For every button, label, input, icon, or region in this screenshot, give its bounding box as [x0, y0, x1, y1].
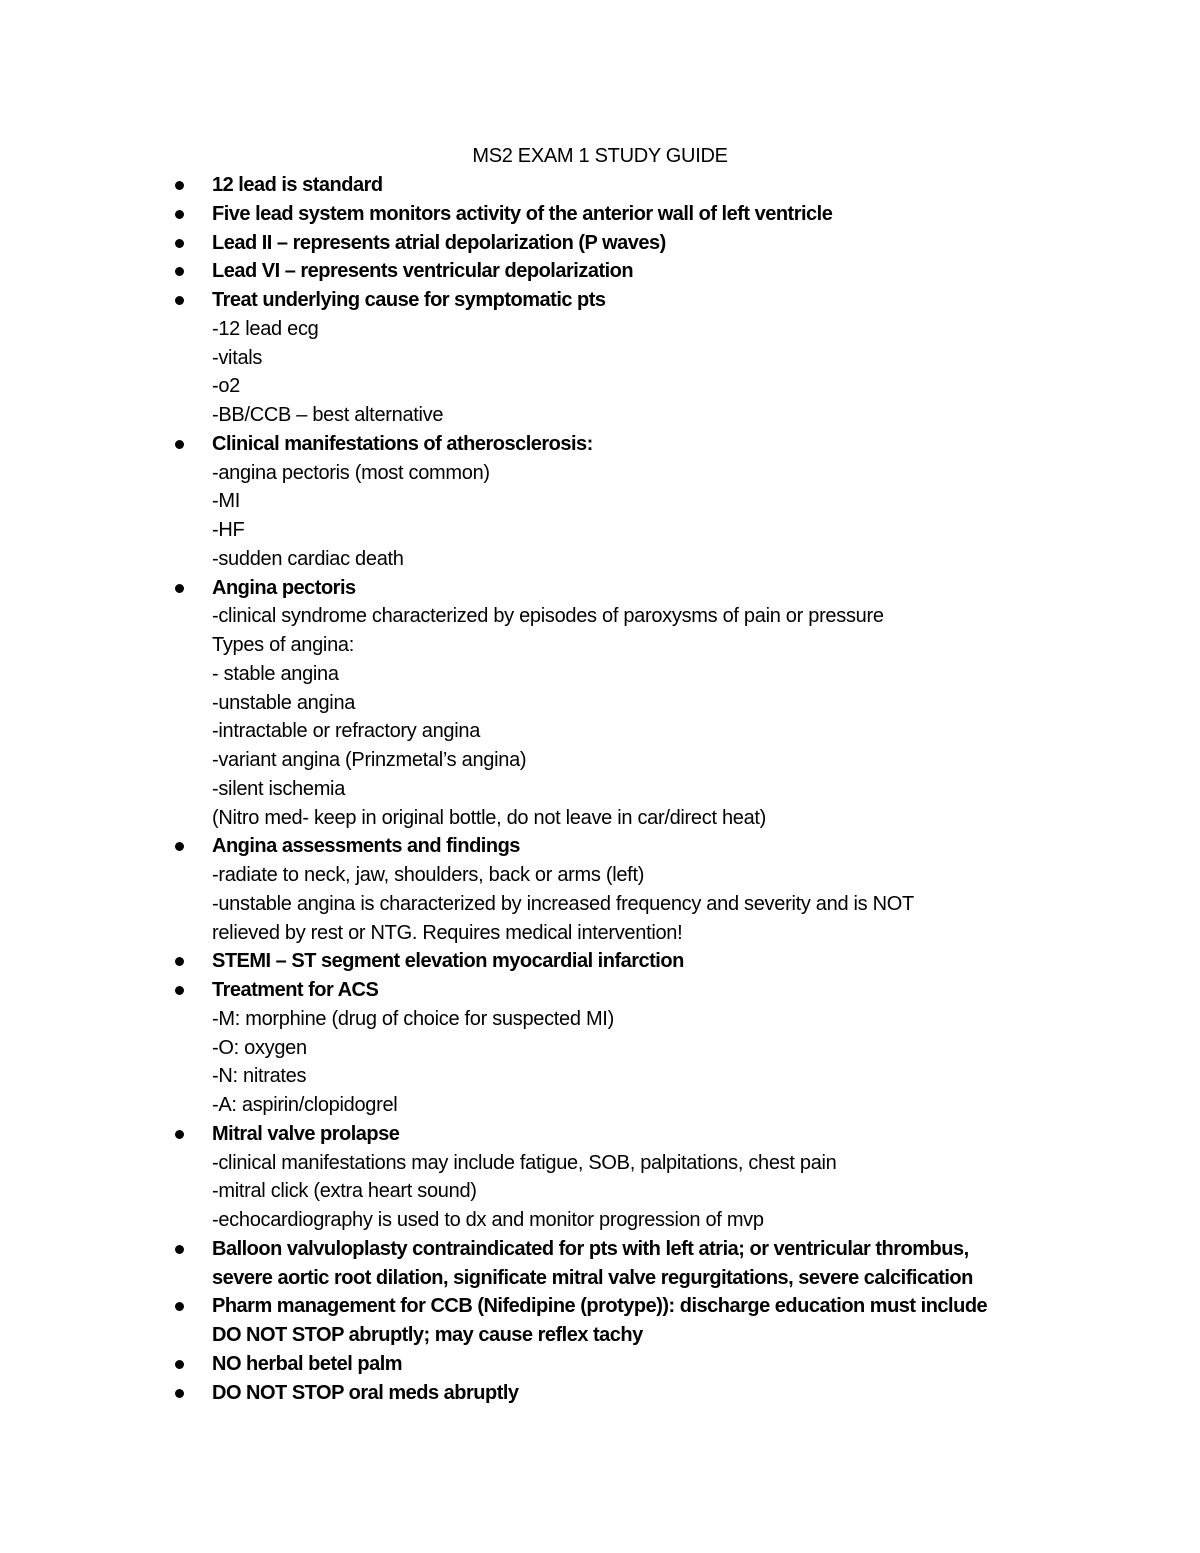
bullet-icon [175, 181, 184, 190]
line-text: -clinical syndrome characterized by episodes of paroxysms of pain or pressure [212, 605, 884, 628]
continuation-line [0, 1149, 1200, 1178]
continuation-line [0, 631, 1200, 660]
document-body [0, 171, 1200, 1407]
line-text: Angina assessments and findings [212, 835, 520, 858]
line-text: Treat underlying cause for symptomatic pts [212, 289, 606, 311]
continuation-line [0, 861, 1200, 890]
continuation-line [0, 602, 1200, 631]
document-title: MS2 EXAM 1 STUDY GUIDE [472, 145, 728, 167]
line-text: -M: morphine (drug of choice for suspected MI) [212, 1007, 614, 1030]
bullet-icon [175, 986, 184, 995]
bullet-item [0, 1350, 1200, 1379]
bullet-item [0, 1292, 1200, 1321]
bullet-icon [175, 842, 184, 851]
line-text: Lead II – represents atrial depolarization (P waves) [212, 231, 666, 254]
line-text: - stable angina [212, 662, 339, 685]
line-text: -variant angina (Prinzmetal’s angina) [212, 749, 527, 771]
line-text: -silent ischemia [212, 777, 346, 800]
bullet-icon [175, 1360, 184, 1369]
bullet-icon [175, 1130, 184, 1139]
line-text: Balloon valvuloplasty contraindicated for pts with left atria; or ventricular thrombus, [212, 1237, 969, 1260]
continuation-line [0, 890, 1200, 919]
continuation-line [0, 487, 1200, 516]
bullet-item [0, 1120, 1200, 1149]
line-text: Five lead system monitors activity of the anterior wall of left ventricle [212, 202, 833, 225]
line-text: -12 lead ecg [212, 317, 319, 340]
line-text: DO NOT STOP abruptly; may cause reflex tachy [212, 1324, 643, 1346]
line-text: -o2 [212, 375, 241, 398]
line-text: (Nitro med- keep in original bottle, do not leave in car/direct heat) [212, 806, 767, 829]
continuation-line [0, 1206, 1200, 1235]
continuation-line [0, 545, 1200, 574]
line-text: Mitral valve prolapse [212, 1122, 400, 1145]
line-text: Pharm management for CCB (Nifedipine (protype)): discharge education must include [212, 1295, 988, 1318]
line-text: -BB/CCB – best alternative [212, 404, 444, 426]
line-text: -unstable angina is characterized by increased frequency and severity and is NOT [212, 892, 914, 915]
line-text: relieved by rest or NTG. Requires medical intervention! [212, 921, 683, 944]
continuation-line [0, 1005, 1200, 1034]
continuation-line [0, 459, 1200, 488]
bullet-item [0, 1235, 1200, 1264]
continuation-line [0, 660, 1200, 689]
line-text: -radiate to neck, jaw, shoulders, back or arms (left) [212, 864, 645, 886]
line-text: -HF [212, 519, 245, 541]
line-text: Types of angina: [212, 634, 354, 656]
line-text: severe aortic root dilation, significate mitral valve regurgitations, severe calcification [212, 1266, 973, 1289]
line-text: -echocardiography is used to dx and monitor progression of mvp [212, 1209, 764, 1231]
bullet-icon [175, 1245, 184, 1254]
line-text: STEMI – ST segment elevation myocardial infarction [212, 950, 684, 973]
bullet-item [0, 430, 1200, 459]
line-text: DO NOT STOP oral meds abruptly [212, 1381, 519, 1404]
continuation-line [0, 401, 1200, 430]
bullet-item [0, 229, 1200, 258]
continuation-line [0, 1321, 1200, 1350]
bullet-item [0, 574, 1200, 603]
line-text: -unstable angina [212, 691, 356, 714]
continuation-line [0, 372, 1200, 401]
line-text: -O: oxygen [212, 1036, 307, 1059]
line-text: -angina pectoris (most common) [212, 461, 490, 484]
line-text: -mitral click (extra heart sound) [212, 1180, 477, 1203]
bullet-icon [175, 210, 184, 219]
bullet-icon [175, 239, 184, 248]
bullet-item [0, 257, 1200, 286]
bullet-icon [175, 957, 184, 966]
bullet-item [0, 1379, 1200, 1408]
line-text: Treatment for ACS [212, 979, 379, 1001]
bullet-item [0, 286, 1200, 315]
bullet-icon [175, 584, 184, 593]
bullet-item [0, 200, 1200, 229]
continuation-line [0, 775, 1200, 804]
line-text: -N: nitrates [212, 1065, 307, 1088]
bullet-icon [175, 296, 184, 305]
continuation-line [0, 1177, 1200, 1206]
line-text: -MI [212, 490, 240, 513]
line-text: Lead VI – represents ventricular depolarization [212, 260, 634, 283]
bullet-icon [175, 267, 184, 276]
continuation-line [0, 717, 1200, 746]
continuation-line [0, 516, 1200, 545]
bullet-icon [175, 1389, 184, 1398]
line-text: -clinical manifestations may include fatigue, SOB, palpitations, chest pain [212, 1151, 837, 1174]
line-text: -sudden cardiac death [212, 547, 404, 570]
continuation-line [0, 1091, 1200, 1120]
line-text: 12 lead is standard [212, 174, 383, 196]
continuation-line [0, 919, 1200, 948]
continuation-line [0, 1034, 1200, 1063]
bullet-item [0, 171, 1200, 200]
line-text: -vitals [212, 346, 263, 369]
continuation-line [0, 746, 1200, 775]
continuation-line [0, 804, 1200, 833]
continuation-line [0, 1062, 1200, 1091]
continuation-line [0, 1264, 1200, 1293]
bullet-item [0, 832, 1200, 861]
line-text: -A: aspirin/clopidogrel [212, 1094, 398, 1116]
line-text: NO herbal betel palm [212, 1352, 403, 1375]
bullet-item [0, 947, 1200, 976]
bullet-item [0, 976, 1200, 1005]
bullet-icon [175, 1302, 184, 1311]
continuation-line [0, 344, 1200, 373]
line-text: -intractable or refractory angina [212, 720, 481, 743]
bullet-icon [175, 440, 184, 449]
continuation-line [0, 315, 1200, 344]
line-text: Angina pectoris [212, 576, 356, 599]
line-text: Clinical manifestations of atherosclerosis: [212, 432, 593, 455]
continuation-line [0, 689, 1200, 718]
